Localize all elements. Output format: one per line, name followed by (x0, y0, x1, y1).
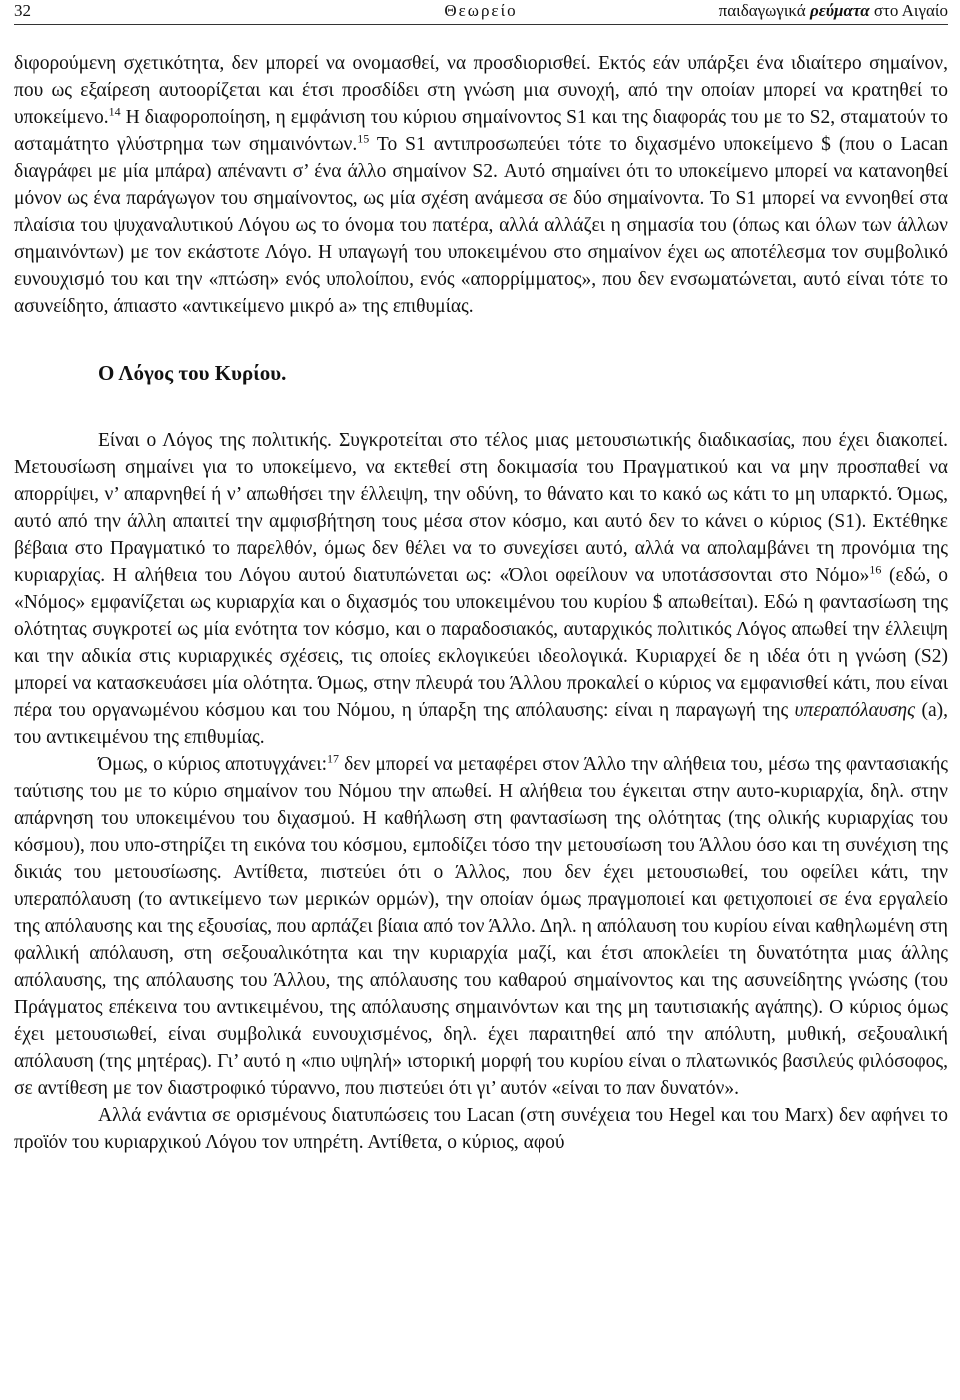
footnote-ref-17: 17 (326, 751, 339, 766)
footnote-ref-15: 15 (357, 131, 370, 146)
section-heading: Ο Λόγος του Κυρίου. (98, 361, 287, 385)
paragraph-1: διφορούμενη σχετικότητα, δεν μπορεί να ονομασθεί, να προσδιορισθεί. Εκτός εάν υπάρξει ένα ιδιαίτερο σημαίνον, που ως εξαίρεση αυτοορίζεται και έτσι προσδίδει στη γνώση μια συνοχή, από την οποίαν μπορεί να κρατηθεί το υποκείμενο.$^{14}$ Η διαφοροποίηση, η εμφάνιση του κύριου σημαίνοντος S1 και της διαφοράς του με το S2, σταματούν το ασταμάτητο γλύστρημα των σημαινόντων.$^{15}$ Το S1 αντιπροσωπεύει τότε το διχασμένο υποκείμενο $ (που ο Lacan διαγράφει με μία μπάρα) απέναντι σ’ ένα άλλο σημαίνον S2. Αυτό σημαίνει ότι το υποκείμενο μπορεί να κατανοηθεί μόνον ως ένα παράγωγον του σημαίνοντος, ως μία σχέση ανάμεσα σε δύο σημαίνοντα. Το S1 μπορεί να εννοηθεί στα πλαίσια του ψυχαναλυτικού Λόγου ως το όνομα του πατέρα, αλλά αλλάζει η σημασία του (όπως και όλων των άλλων σημαινόντων) με τον εκάστοτε Λόγο. Η υπαγωγή του υποκειμένου στο σημαίνον έχει ως αποτέλεσμα τον συμβολικό ευνουχισμό του και την «πτώση» ενός υπολοίπου, ενός «απορρίμματος», που δεν ενσωματώνεται, αυτό είναι τότε το ασυνείδητο, άπιαστο «αντικείμενο μικρό a» της επιθυμίας. (14, 53, 948, 317)
body-text (14, 50, 948, 1156)
page-header (14, 0, 948, 25)
footnote-ref-14: 14 (108, 104, 121, 119)
footnote-ref-16: 16 (869, 562, 882, 577)
journal-title: Θεωρείο (444, 1, 518, 20)
paragraph-3: Όμως, ο κύριος αποτυγχάνει:$^{17}$ δεν μπορεί να μεταφέρει στον Άλλο την αλήθεια του, μέσω της φαντασιακής ταύτισης του με το κύριο σημαίνον του Νόμου την απωθεί. Η αλήθεια του έγκειται στην αυτο-κυριαρχία, δηλ. στην απάρνηση του υποκειμένου του διχασμού. Η καθήλωση στη φαντασίωση της ολότητας (της ολικής κυριαρχίας του κόσμου), που υπο-στηρίζει τη εικόνα του κόσμου, εμποδίζει τόσο την μετουσίωση του Άλλου όσο και τη συνέχιση της δικιάς του μετουσίωσης. Αντίθετα, πιστεύει ότι ο Άλλος, που δεν έχει μετουσιωθεί, του οφείλει κάτι, την υπεραπόλαυση (το αντικείμενο των μερικών ορμών), την οποίαν όμως πραγμοποιεί και φετιχοποιεί σε ένα εργαλείο της απόλαυσης και της εξουσίας, που αρπάζει βίαια από τον Άλλο. Δηλ. η απόλαυση του κυρίου είναι καθηλωμένη στη φαλλική απόλαυση, στη σεξουαλικότητα και την κυριαρχία μαζί, και έτσι αποκλείει τη δυνατότητα μιας άλλης απόλαυσης, της απόλαυσης του Άλλου, της απόλαυσης του καθαρού σημαίνοντος και της ασυνείδητης γνώσης (του Πράγματος επέκεινα του αντικειμένου, της απόλαυσης σημαινόντων και της μη ταυτισιακής αγάπης). Ο κύριος όμως έχει μετουσιωθεί, είναι συμβολικά ευνουχισμένος, δηλ. έχει παραιτηθεί από την απόλυτη, μυθική, σεξουαλική απόλαυση (της μητέρας). Γι’ αυτό η «πιο υψηλή» ιστορική μορφή του κυρίου είναι ο πλατωνικός βασιλεύς φιλόσοφος, σε αντίθεση με τον διαστροφικό τύραννο, που πιστεύει ότι γι’ αυτόν «είναι το παν δυνατόν». (14, 751, 948, 1099)
page-number: 32 (14, 1, 31, 20)
emphasis-term: υπεραπόλαυσης (794, 700, 916, 721)
paragraph-2: Είναι ο Λόγος της πολιτικής. Συγκροτείται στο τέλος μιας μετουσιωτικής διαδικασίας, που έχει διακοπεί. Μετουσίωση σημαίνει για το υποκείμενο, να εκτεθεί στη δοκιμασία του Πραγματικού και να μην προσπαθεί να απορρίψει, ν’ απαρνηθεί ή ν’ απωθήσει την έλλειψη, την οδύνη, το θάνατο και το κακό ως κάτι το μη υπαρκτό. Όμως, αυτό από την άλλη απαιτεί την αμφισβήτηση τους μέσα στον κόσμο, και αυτό δεν το κάνει ο κύριος (S1). Εκτέθηκε βέβαια στο Πραγματικό το παρελθόν, όμως δεν θέλει να το συνεχίσει αυτό, αλλά να απολαμβάνει τη προνόμια της κυριαρχίας. Η αλήθεια του Λόγου αυτού διατυπώνεται ως: «Όλοι οφείλουν να υποτάσσονται στο Νόμο»$^{16}$ (εδώ, ο «Νόμος» εμφανίζεται ως κυριαρχία και ο διχασμός του υποκειμένου του κυρίου $ απωθείται). Εδώ η φαντασίωση της ολότητας συγκροτεί ως μία ενότητα τον κόσμο, και ο παραδοσιακός, αυταρχικός πολιτικός Λόγος απωθεί την έλλειψη και την αδικία στις κυριαρχικές σχέσεις, τις οποίες εκλογικεύει ιδεολογικά. Κυριαρχεί δε η ιδέα ότι η γνώση (S2) μπορεί να κατασκευάσει μία ολότητα. Όμως, στην πλευρά του Άλλου προκαλεί ο κύριος να εμφανισθεί κάτι, που είναι πέρα του οργανωμένου κόσμου και του Νόμου, η ύπαρξη της απόλαυσης: είναι η παραγωγή της υπεραπόλαυσης (a), του αντικειμένου της επιθυμίας. (14, 430, 948, 748)
subtitle-emphasis: ρεύματα (809, 1, 870, 20)
paragraph-4: Αλλά ενάντια σε ορισμένους διατυπώσεις του Lacan (στη συνέχεια του Hegel και του Marx) δεν αφήνει το προϊόν του κυριαρχικού Λόγου τον υπηρέτη. Αντίθετα, ο κύριος, αφού (14, 1105, 948, 1153)
journal-subtitle: παιδαγωγικά ρεύματα στο Αιγαίο (718, 1, 948, 20)
